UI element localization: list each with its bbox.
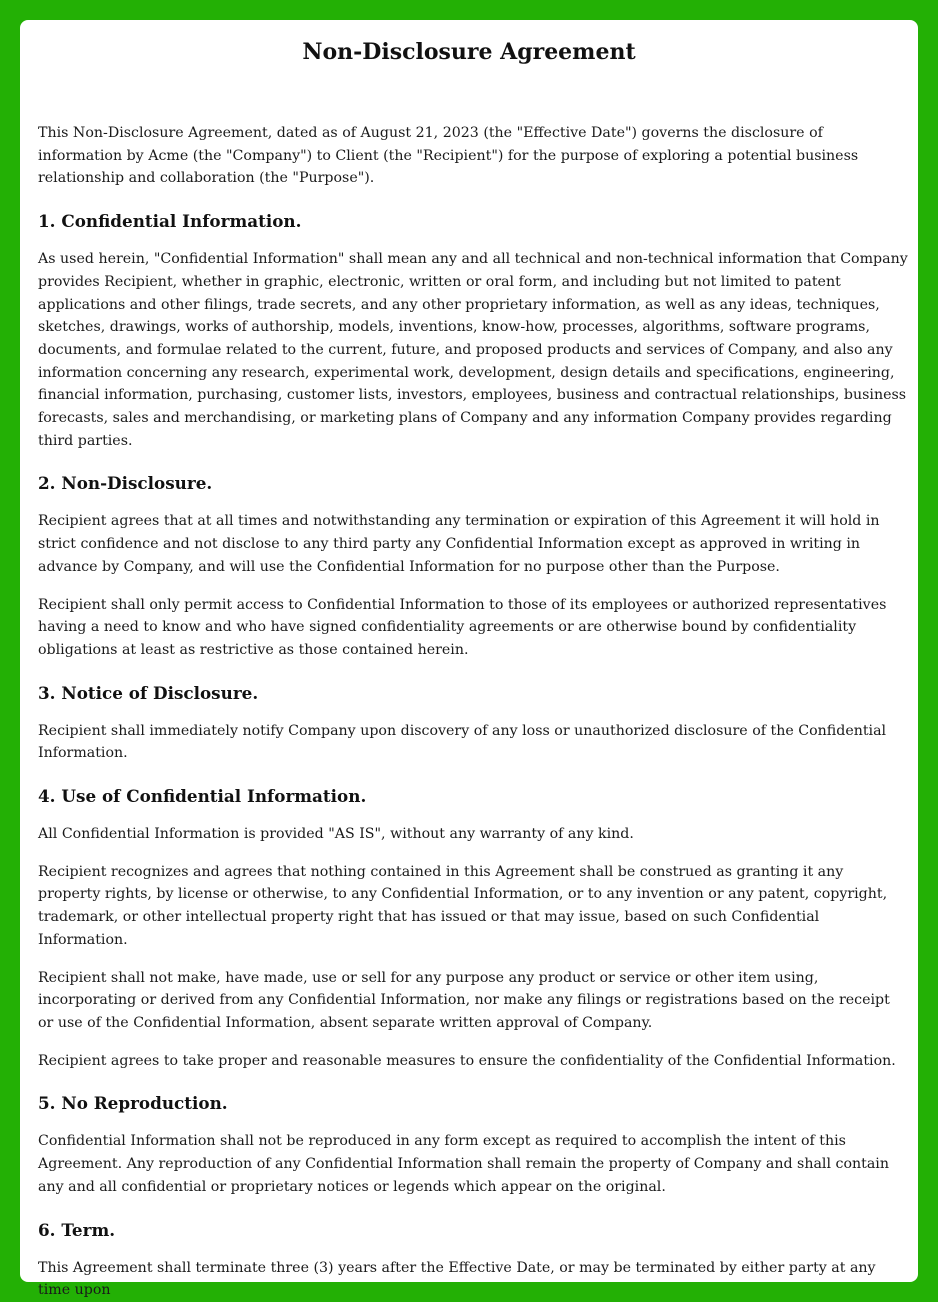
- section-heading-use-of-confidential-information: 4. Use of Confidential Information.: [38, 786, 367, 807]
- intro-paragraph: This Non-Disclosure Agreement, dated as of August 21, 2023 (the "Effective Date") governs the disclosure of information by Acme (the "Company") to Client (the "Recipient") for the purpose of exploring a potential business relationship and collaboration (the "Purpose").: [38, 125, 859, 187]
- section-paragraph: As used herein, "Confidential Information" shall mean any and all technical and non-technical information that Company provides Recipient, whether in graphic, electronic, written or oral form, and including but not limited to patent applications and other filings, trade secrets, and any other proprietary information, as well as any ideas, techniques, sketches, drawings, works of authorship, models, inventions, know-how, processes, algorithms, software programs, documents, and formulae related to the current, future, and proposed products and services of Company, and also any information concerning any research, experimental work, development, design details and specifications, engineering, financial information, purchasing, customer lists, investors, employees, business and contractual relationships, business forecasts, sales and merchandising, or marketing plans of Company and any information Company provides regarding third parties.: [38, 251, 908, 449]
- section-paragraph: Recipient shall immediately notify Company upon discovery of any loss or unauthorized disclosure of the Confidential Information.: [38, 722, 887, 762]
- section-heading-confidential-information: 1. Confidential Information.: [38, 211, 302, 232]
- document-page: [20, 20, 918, 1299]
- section-heading-term: 6. Term.: [38, 1219, 116, 1240]
- section-heading-notice-of-disclosure: 3. Notice of Disclosure.: [38, 682, 259, 703]
- section-paragraph: Recipient shall only permit access to Confidential Information to those of its employees or authorized representatives having a need to know and who have signed confidentiality agreements or are otherwise bound by confidentiality obligations at least as restrictive as those contained herein.: [38, 596, 887, 658]
- section-paragraph: Recipient shall not make, have made, use or sell for any purpose any product or service or other item using, incorporating or derived from any Confidential Information, nor make any filings or registrations based on the receipt or use of the Confidential Information, absent separate written approval of Company.: [38, 969, 890, 1031]
- section-paragraph: Recipient agrees to take proper and reasonable measures to ensure the confidentiality of the Confidential Information.: [38, 1052, 896, 1069]
- section-paragraph: This Agreement shall terminate three (3) years after the Effective Date, or may be terminated by either party at any time upon: [38, 1259, 876, 1299]
- section-heading-no-reproduction: 5. No Reproduction.: [38, 1093, 228, 1114]
- section-paragraph: All Confidential Information is provided "AS IS", without any warranty of any kind.: [38, 826, 634, 843]
- section-paragraph: Confidential Information shall not be reproduced in any form except as required to accomplish the intent of this Agreement. Any reproduction of any Confidential Information shall remain the property of Company and shall contain any and all confidential or proprietary notices or legends which appear on the original.: [38, 1133, 889, 1195]
- document-title: Non-Disclosure Agreement: [302, 39, 636, 65]
- section-paragraph: Recipient recognizes and agrees that nothing contained in this Agreement shall be construed as granting it any property rights, by license or otherwise, to any Confidential Information, or to any invention or any patent, copyright, trademark, or other intellectual property right that has issued or that may issue, based on such Confidential Information.: [38, 863, 888, 948]
- section-paragraph: Recipient agrees that at all times and notwithstanding any termination or expiration of this Agreement it will hold in strict confidence and not disclose to any third party any Confidential Information except as approved in writing in advance by Company, and will use the Confidential Information for no purpose other than the Purpose.: [38, 513, 880, 575]
- section-heading-non-disclosure: 2. Non-Disclosure.: [38, 473, 213, 494]
